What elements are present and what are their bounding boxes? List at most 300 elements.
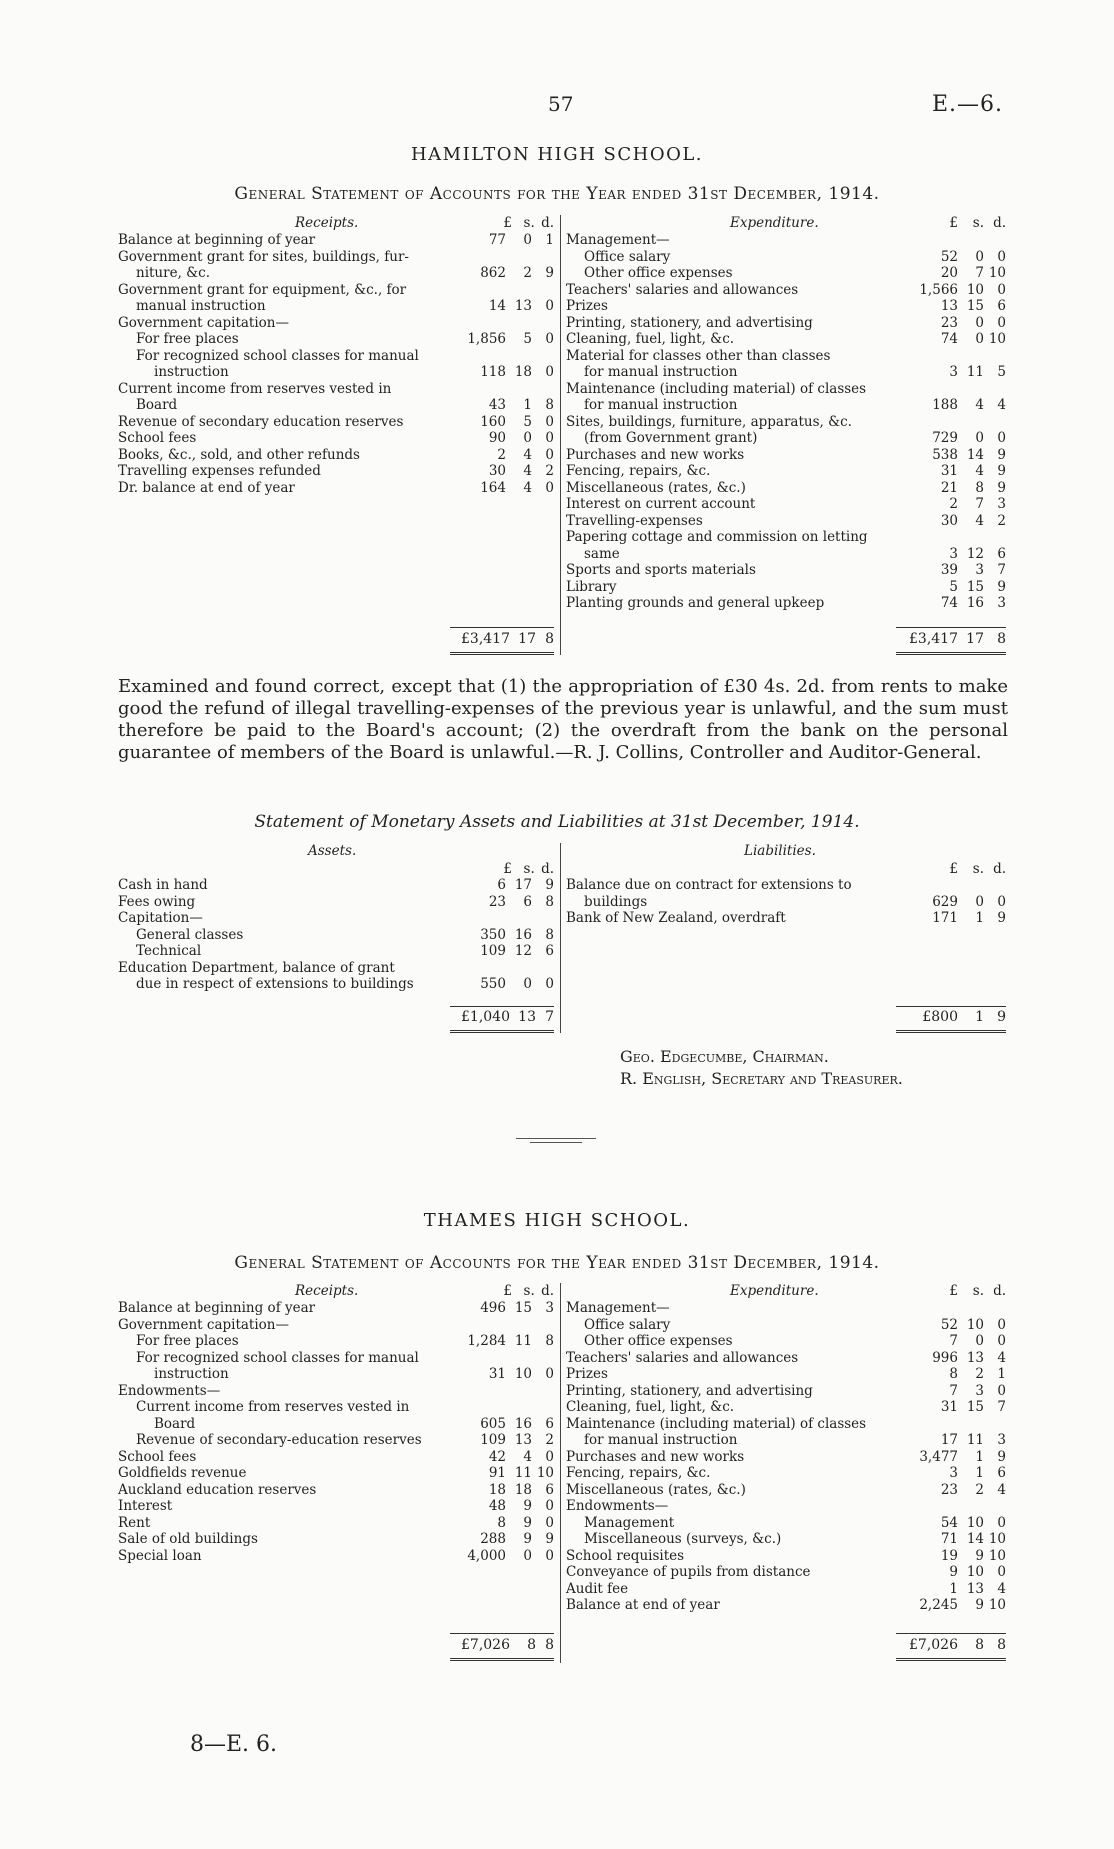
amount-pounds: 43 <box>488 397 506 413</box>
account-row-label: Fencing, repairs, &c. <box>566 463 711 479</box>
amount-pounds: 23 <box>940 1481 958 1498</box>
account-row-amount <box>458 298 554 315</box>
account-row-amount <box>458 927 554 944</box>
amount-pounds: 1 <box>949 1580 958 1597</box>
account-row <box>566 546 1006 563</box>
amount-shillings: 0 <box>975 248 984 265</box>
amount-shillings: 4 <box>523 463 532 479</box>
total-double-rule <box>450 652 554 655</box>
amount-shillings: 10 <box>966 1514 984 1531</box>
account-row <box>118 1350 554 1367</box>
account-row <box>566 265 1006 282</box>
amount-shillings: 3 <box>975 1382 984 1399</box>
account-row <box>566 1531 1006 1548</box>
page-footer: 8—E. 6. <box>190 1732 278 1757</box>
account-row-amount <box>910 315 1006 332</box>
amount-pounds: 629 <box>932 893 958 910</box>
amount-pence: 0 <box>997 1333 1006 1349</box>
amount-pounds: 9 <box>949 1564 958 1580</box>
account-row-label: Special loan <box>118 1547 202 1564</box>
account-row-label: Balance due on contract for extensions to <box>566 877 852 893</box>
amount-pence: 0 <box>545 1498 554 1514</box>
total-double-rule <box>450 1658 554 1661</box>
amount-pence: 9 <box>545 265 554 281</box>
account-row-label: Material for classes other than classes <box>566 347 831 364</box>
amount-pounds: 171 <box>932 910 958 926</box>
account-row <box>566 364 1006 381</box>
thames-expenditure-list <box>566 1300 1006 1614</box>
amount-pence: 10 <box>988 1531 1006 1547</box>
hamilton-expenditure-col-heads <box>910 215 1006 232</box>
total-rule <box>896 627 1006 628</box>
amount-pounds: 5 <box>949 578 958 595</box>
amount-shillings: 13 <box>514 1432 532 1448</box>
hamilton-expenditure-total: £3,417 17 8 <box>909 631 1006 647</box>
thames-expenditure-total: £7,026 8 8 <box>909 1637 1006 1653</box>
amount-pence: 0 <box>997 248 1006 265</box>
amount-pounds: 4,000 <box>467 1547 506 1564</box>
report-code: E.—6. <box>932 92 1004 117</box>
amount-pence: 0 <box>997 314 1006 331</box>
hamilton-expenditure-list <box>566 232 1006 612</box>
auditor-note: Examined and found correct, except that (1) the appropriation of £30 4s. 2d. from rents to make good the refund of illegal travelling-expenses of the previous year is unlawful, and the sum must therefore be paid to the Board's account; (2) the overdraft from the bank on the personal guarantee of members of the Board is unlawful.—R. J. Collins, Controller and Auditor-General. <box>118 676 1008 763</box>
account-row <box>566 1317 1006 1334</box>
amount-pence: 0 <box>997 281 1006 298</box>
account-row <box>118 894 554 911</box>
amount-pence: 4 <box>997 1481 1006 1498</box>
account-row-label: Teachers' salaries and allowances <box>566 1349 799 1366</box>
account-row-amount <box>458 1300 554 1317</box>
account-row <box>118 331 554 348</box>
account-row-label: Prizes <box>566 1366 608 1382</box>
amount-pounds: 109 <box>480 1432 506 1448</box>
account-row <box>566 1350 1006 1367</box>
liabilities-heading: Liabilities. <box>744 843 816 859</box>
account-row <box>566 1432 1006 1449</box>
amount-shillings: 4 <box>975 512 984 529</box>
account-row-label: Books, &c., sold, and other refunds <box>118 446 360 463</box>
account-row-amount <box>910 265 1006 282</box>
amount-shillings: 13 <box>514 298 532 314</box>
amount-shillings: 9 <box>975 1597 984 1613</box>
hamilton-receipts-total: £3,417 17 8 <box>461 631 554 647</box>
account-row <box>566 562 1006 579</box>
hamilton-receipts-list <box>118 232 554 496</box>
amount-pounds: 7 <box>949 1333 958 1349</box>
account-row-amount <box>458 265 554 282</box>
col-pound: £ <box>949 215 958 231</box>
amount-shillings: 14 <box>966 1531 984 1547</box>
amount-shillings: 18 <box>514 364 532 380</box>
amount-shillings: 7 <box>975 265 984 281</box>
account-row <box>118 877 554 894</box>
column-divider <box>560 215 561 655</box>
amount-pence: 4 <box>997 1580 1006 1597</box>
account-row <box>566 1333 1006 1350</box>
amount-shillings: 1 <box>975 1448 984 1465</box>
account-row <box>566 282 1006 299</box>
amount-shillings: 2 <box>975 1366 984 1382</box>
account-row <box>118 1366 554 1383</box>
amount-pence: 0 <box>545 1547 554 1564</box>
amount-pounds: 8 <box>497 1514 506 1531</box>
account-row <box>118 1482 554 1499</box>
account-row-amount <box>458 877 554 894</box>
amount-pence: 0 <box>545 479 554 496</box>
account-row-amount <box>458 1432 554 1449</box>
account-row <box>118 480 554 497</box>
amount-pence: 0 <box>545 413 554 430</box>
amount-pounds: 52 <box>940 248 958 265</box>
account-row <box>566 595 1006 612</box>
amount-pence: 0 <box>545 446 554 463</box>
account-row <box>566 877 1006 894</box>
account-row-label: Board <box>154 1415 196 1432</box>
amount-shillings: 5 <box>523 331 532 347</box>
amount-pence: 0 <box>545 331 554 347</box>
amount-pounds: 188 <box>932 397 958 413</box>
liabilities-list <box>566 877 1006 927</box>
amount-pounds: 288 <box>480 1531 506 1547</box>
amount-pounds: 7 <box>949 1382 958 1399</box>
account-row-label: Papering cottage and commission on letting <box>566 529 868 545</box>
account-row <box>566 1449 1006 1466</box>
account-row <box>118 1432 554 1449</box>
amount-pence: 0 <box>997 1382 1006 1399</box>
thames-expenditure-col-heads: £ s. d. <box>949 1283 1006 1299</box>
amount-shillings: 4 <box>975 397 984 413</box>
account-row-amount <box>910 463 1006 480</box>
amount-pounds: 54 <box>940 1514 958 1531</box>
amount-shillings: 15 <box>966 578 984 595</box>
account-row-amount <box>458 480 554 497</box>
account-row-amount <box>458 1366 554 1383</box>
account-row-amount <box>458 976 554 993</box>
amount-pounds: 2 <box>497 446 506 463</box>
signatory-secretary: R. English, Secretary and Treasurer. <box>620 1069 903 1088</box>
amount-shillings: 11 <box>514 1465 532 1481</box>
amount-pounds: 8 <box>949 1366 958 1382</box>
account-row-label: Interest <box>118 1498 173 1514</box>
account-row-amount <box>910 397 1006 414</box>
account-row-amount <box>910 430 1006 447</box>
amount-pounds: 20 <box>940 265 958 281</box>
amount-pence: 0 <box>997 893 1006 910</box>
amount-shillings: 1 <box>523 397 532 413</box>
amount-pounds: 109 <box>480 943 506 959</box>
amount-pence: 0 <box>545 976 554 992</box>
amount-shillings: 12 <box>514 943 532 959</box>
amount-pence: 0 <box>545 1448 554 1465</box>
account-row-label: School fees <box>118 1448 197 1465</box>
amount-pounds: 74 <box>940 331 958 347</box>
account-row-label: For free places <box>136 331 239 347</box>
account-row-label: School requisites <box>566 1547 685 1564</box>
amount-pounds: 21 <box>940 479 958 496</box>
account-row-amount <box>910 910 1006 927</box>
account-row-amount <box>910 298 1006 315</box>
amount-pounds: 1,566 <box>919 281 958 298</box>
amount-shillings: 15 <box>966 1399 984 1415</box>
amount-shillings: 16 <box>514 1415 532 1432</box>
amount-pounds: 31 <box>488 1366 506 1382</box>
account-row-label: Cleaning, fuel, light, &c. <box>566 1399 735 1415</box>
account-row-amount <box>910 894 1006 911</box>
amount-shillings: 11 <box>514 1333 532 1349</box>
account-row-label: Government grant for equipment, &c., for <box>118 281 407 298</box>
amount-pence: 0 <box>997 1316 1006 1333</box>
account-row-label: Education Department, balance of grant <box>118 959 395 976</box>
account-row <box>118 976 554 993</box>
account-row-label: Government capitation— <box>118 314 289 331</box>
amount-pence: 3 <box>997 1432 1006 1448</box>
account-row-amount <box>458 943 554 960</box>
total-rule <box>450 1006 554 1007</box>
account-row <box>118 232 554 249</box>
account-row-amount <box>458 1531 554 1548</box>
amount-pounds: 605 <box>480 1415 506 1432</box>
account-row-label: For recognized school classes for manual <box>136 347 419 364</box>
hamilton-subtitle: General Statement of Accounts for the Year ended 31st December, 1914. <box>234 184 880 204</box>
account-row <box>566 315 1006 332</box>
amount-shillings: 11 <box>966 1432 984 1448</box>
amount-shillings: 18 <box>514 1481 532 1498</box>
account-row-amount <box>458 1498 554 1515</box>
account-row-label: Other office expenses <box>584 265 733 281</box>
account-row-amount <box>910 282 1006 299</box>
amount-shillings: 0 <box>975 1333 984 1349</box>
amount-pounds: 71 <box>940 1531 958 1547</box>
account-row <box>118 1498 554 1515</box>
account-row-label: For free places <box>136 1333 239 1349</box>
amount-shillings: 4 <box>975 463 984 479</box>
amount-shillings: 16 <box>514 926 532 943</box>
account-row <box>566 348 1006 365</box>
amount-shillings: 13 <box>966 1580 984 1597</box>
amount-pence: 0 <box>545 364 554 380</box>
account-row <box>118 943 554 960</box>
account-row-amount <box>910 1317 1006 1334</box>
account-row-amount <box>910 1366 1006 1383</box>
account-row-label: Capitation— <box>118 910 203 926</box>
amount-pounds: 14 <box>488 298 506 314</box>
account-row <box>118 298 554 315</box>
amount-pence: 8 <box>545 1333 554 1349</box>
amount-pence: 2 <box>545 463 554 479</box>
account-row <box>566 463 1006 480</box>
amount-shillings: 11 <box>966 364 984 380</box>
account-row <box>566 1597 1006 1614</box>
account-row-amount <box>458 414 554 431</box>
account-row-label: Management— <box>566 1300 670 1316</box>
account-row-label: Balance at beginning of year <box>118 1300 316 1316</box>
account-row <box>118 1416 554 1433</box>
total-rule <box>450 627 554 628</box>
amount-pence: 3 <box>997 595 1006 611</box>
account-row-amount <box>910 562 1006 579</box>
amount-pence: 9 <box>997 446 1006 463</box>
section-separator <box>530 1142 582 1143</box>
amount-shillings: 9 <box>523 1498 532 1514</box>
amount-shillings: 0 <box>523 976 532 992</box>
amount-pounds: 39 <box>940 562 958 578</box>
amount-pence: 2 <box>997 512 1006 529</box>
amount-pence: 3 <box>545 1300 554 1316</box>
amount-pounds: 550 <box>480 976 506 992</box>
amount-pence: 2 <box>545 1432 554 1448</box>
account-row <box>566 1581 1006 1598</box>
account-row-amount <box>458 1482 554 1499</box>
amount-shillings: 0 <box>975 314 984 331</box>
amount-shillings: 10 <box>514 1366 532 1382</box>
amount-pence: 10 <box>988 331 1006 347</box>
account-row <box>118 315 554 332</box>
account-row <box>566 298 1006 315</box>
account-row <box>566 1416 1006 1433</box>
amount-pence: 7 <box>997 562 1006 578</box>
amount-pounds: 18 <box>488 1481 506 1498</box>
amount-pounds: 31 <box>940 1399 958 1415</box>
amount-pounds: 17 <box>940 1432 958 1448</box>
account-row <box>118 1548 554 1565</box>
account-row <box>118 1300 554 1317</box>
amount-shillings: 9 <box>523 1531 532 1547</box>
account-row-amount <box>458 232 554 249</box>
account-row-label: Bank of New Zealand, overdraft <box>566 910 786 926</box>
amount-shillings: 4 <box>523 1448 532 1465</box>
account-row <box>118 1317 554 1334</box>
liabilities-col-heads: £ s. d. <box>949 861 1006 877</box>
account-row <box>566 910 1006 927</box>
account-row-amount <box>910 364 1006 381</box>
amount-shillings: 10 <box>966 1316 984 1333</box>
amount-shillings: 9 <box>523 1514 532 1531</box>
account-row-label: for manual instruction <box>584 1432 738 1448</box>
amount-pounds: 42 <box>488 1448 506 1465</box>
amount-pence: 10 <box>536 1465 554 1481</box>
account-row-amount <box>910 496 1006 513</box>
column-divider <box>560 1283 561 1663</box>
hamilton-receipts-col-heads <box>470 215 554 232</box>
amount-pounds: 23 <box>940 314 958 331</box>
amount-pence: 3 <box>997 496 1006 512</box>
amount-pounds: 2 <box>949 496 958 512</box>
account-row-amount <box>458 1416 554 1433</box>
amount-shillings: 4 <box>523 479 532 496</box>
account-row <box>566 1383 1006 1400</box>
amount-pounds: 48 <box>488 1498 506 1514</box>
amount-shillings: 14 <box>966 446 984 463</box>
account-row <box>118 265 554 282</box>
amount-pounds: 496 <box>480 1300 506 1316</box>
account-row-label: Cash in hand <box>118 877 208 893</box>
hamilton-expenditure-heading: Expenditure. <box>730 215 819 231</box>
amount-pence: 6 <box>545 1481 554 1498</box>
account-row-amount <box>910 1581 1006 1598</box>
amount-shillings: 2 <box>975 1481 984 1498</box>
thames-receipts-col-heads: £ s. d. <box>503 1283 554 1299</box>
account-row <box>118 1333 554 1350</box>
account-row-label: General classes <box>136 926 244 943</box>
account-row-amount <box>458 1465 554 1482</box>
account-row-amount <box>910 480 1006 497</box>
amount-pence: 4 <box>997 397 1006 413</box>
account-row-label: instruction <box>154 364 229 380</box>
account-row <box>566 430 1006 447</box>
account-row-label: Office salary <box>584 1316 671 1333</box>
account-row-label: (from Government grant) <box>584 430 758 446</box>
amount-pounds: 350 <box>480 926 506 943</box>
amount-shillings: 0 <box>523 232 532 248</box>
account-row-label: Sports and sports materials <box>566 562 756 578</box>
amount-pounds: 3 <box>949 364 958 380</box>
amount-shillings: 12 <box>966 545 984 562</box>
account-row-label: Board <box>136 397 178 413</box>
account-row <box>566 1482 1006 1499</box>
account-row <box>566 1515 1006 1532</box>
account-row-label: Conveyance of pupils from distance <box>566 1564 811 1580</box>
account-row <box>118 1449 554 1466</box>
thames-receipts-heading: Receipts. <box>295 1283 359 1299</box>
thames-subtitle: General Statement of Accounts for the Year ended 31st December, 1914. <box>234 1253 880 1273</box>
account-row-label: Goldfields revenue <box>118 1465 247 1481</box>
amount-pence: 6 <box>545 1415 554 1432</box>
account-row-amount <box>910 1465 1006 1482</box>
amount-shillings: 15 <box>514 1300 532 1316</box>
amount-pounds: 729 <box>932 430 958 446</box>
amount-pounds: 1,284 <box>467 1333 506 1349</box>
account-row-label: Endowments— <box>118 1382 221 1399</box>
col-shilling: s. <box>972 215 984 231</box>
column-divider <box>560 843 561 1033</box>
account-row-label: for manual instruction <box>584 397 738 413</box>
account-row <box>118 381 554 398</box>
amount-shillings: 10 <box>966 1564 984 1580</box>
account-row-label: Auckland education reserves <box>118 1481 317 1498</box>
total-rule <box>450 1633 554 1634</box>
account-row <box>118 1515 554 1532</box>
amount-pence: 9 <box>997 1448 1006 1465</box>
amount-pounds: 74 <box>940 595 958 611</box>
account-row-amount <box>910 447 1006 464</box>
amount-pence: 1 <box>545 232 554 248</box>
amount-pence: 9 <box>545 877 554 893</box>
account-row-amount <box>458 430 554 447</box>
amount-pounds: 996 <box>932 1349 958 1366</box>
account-row-label: Audit fee <box>566 1580 629 1597</box>
amount-shillings: 1 <box>975 1465 984 1481</box>
account-row-amount <box>910 1350 1006 1367</box>
amount-pence: 0 <box>545 430 554 446</box>
account-row <box>118 364 554 381</box>
amount-pounds: 30 <box>940 512 958 529</box>
amount-pounds: 90 <box>488 430 506 446</box>
amount-pounds: 77 <box>488 232 506 248</box>
amount-pounds: 164 <box>480 479 506 496</box>
account-row <box>566 331 1006 348</box>
amount-pence: 6 <box>545 943 554 959</box>
account-row <box>118 1383 554 1400</box>
account-row-label: Fees owing <box>118 893 196 910</box>
hamilton-receipts-heading: Receipts. <box>295 215 359 231</box>
assets-liabilities-title: Statement of Monetary Assets and Liabilities at 31st December, 1914. <box>254 812 860 832</box>
account-row <box>566 480 1006 497</box>
account-row <box>566 381 1006 398</box>
account-row <box>566 1548 1006 1565</box>
account-row-label: Interest on current account <box>566 496 756 512</box>
account-row-amount <box>458 331 554 348</box>
signatory-chairman: Geo. Edgecumbe, Chairman. <box>620 1047 829 1066</box>
